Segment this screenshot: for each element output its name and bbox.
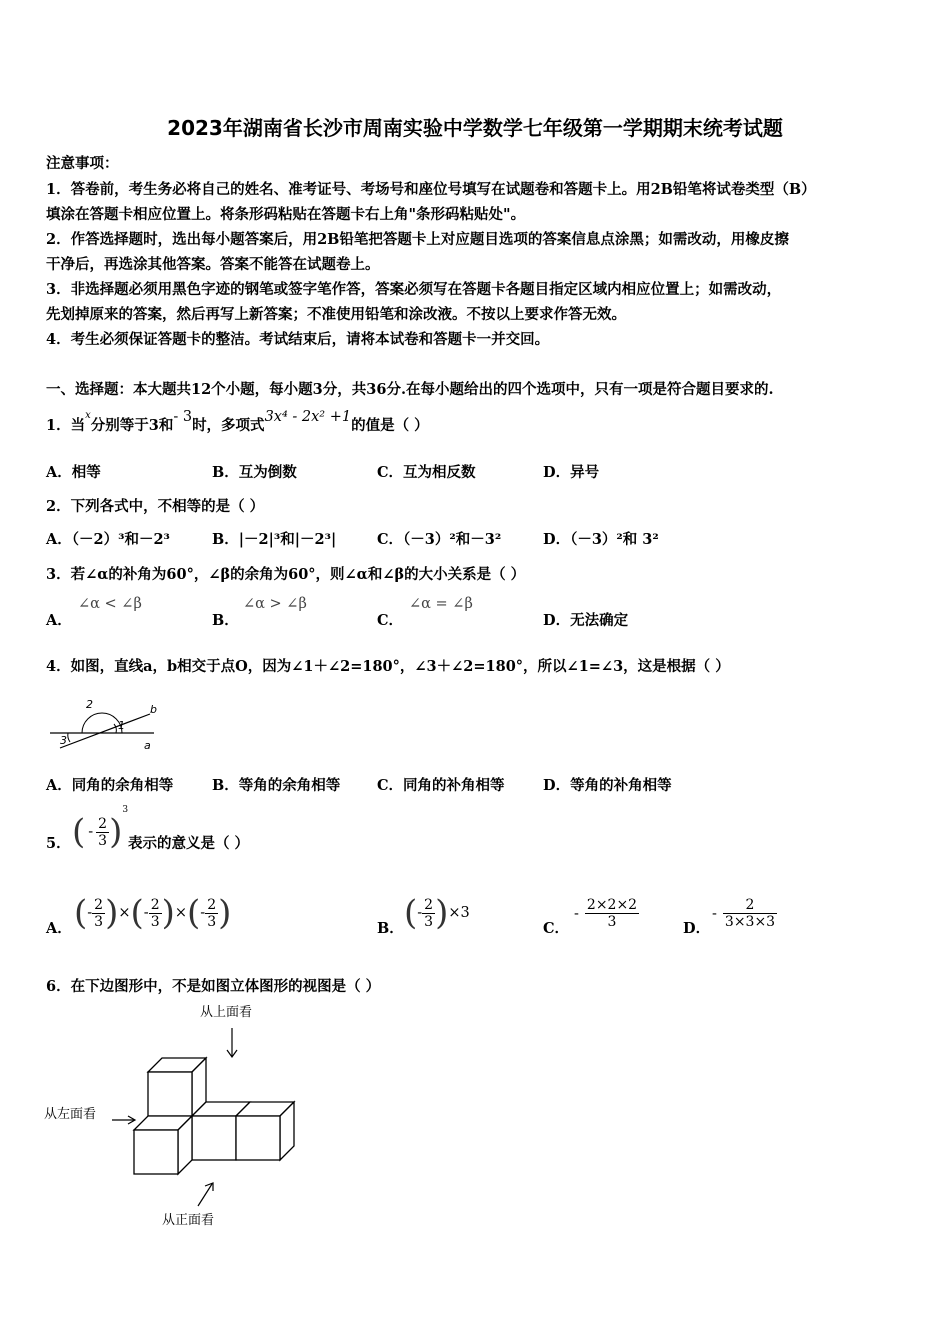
notice-line-5: 3．非选择题必须用黑色字迹的钢笔或签字笔作答，答案必须写在答题卡各题目指定区域内相应位置上；如需改动， (46, 281, 782, 298)
q5-option-a-math: (- $\frac{2}{3}$ )×(- $\frac{2}{3}$ )×(- $\frac{2}{3}$ ) (74, 893, 232, 933)
question-6: 6．在下边图形中，不是如图立体图形的视图是（ ） (46, 978, 381, 995)
q3-option-b-math: ∠α > ∠β (243, 596, 307, 612)
notice-line-3: 2．作答选择题时，选出每小题答案后，用2B铅笔把答题卡上对应题目选项的答案信息点涂黑；如需改动，用橡皮擦 (46, 231, 789, 248)
question-3: 3．若∠α的补角为60°，∠β的余角为60°，则∠α和∠β的大小关系是（ ） (46, 566, 526, 583)
q2-option-a: A．（－2）³和－2³ (46, 531, 170, 548)
q5-option-d-math: - $\frac{2}{3\times 3\times 3}$ (712, 897, 776, 930)
label-view-from-front: 从正面看 (162, 1213, 215, 1228)
fig-label-1: 1 (118, 719, 125, 732)
notice-line-7: 4．考生必须保证答题卡的整洁。考试结束后，请将本试卷和答题卡一并交回。 (46, 331, 550, 348)
question-1: 1．当$^x$分别等于3和- 3时，多项式3x⁴ - 2x² +1的值是（ ） (46, 409, 429, 434)
q3-option-b-label: B． (212, 612, 239, 629)
q5-option-a-label: A． (46, 920, 72, 937)
q5-option-b-label: B． (377, 920, 404, 937)
q5-number: 5． (46, 835, 71, 852)
arrow-front (198, 1184, 212, 1206)
cube-stack (134, 1058, 294, 1174)
q5-option-c-label: C． (543, 920, 570, 937)
q4-option-c: C．同角的补角相等 (377, 777, 505, 794)
q3-option-a-label: A． (46, 612, 72, 629)
q5-expression: ( - $\frac{2}{3}$ )$^3$ (72, 805, 129, 852)
q4-option-a: A．同角的余角相等 (46, 777, 174, 794)
question-2: 2．下列各式中，不相等的是（ ） (46, 498, 265, 515)
q6-solid-figure (40, 1000, 340, 1240)
q1-option-a: A．相等 (46, 464, 101, 481)
q1-option-d: D．异号 (543, 464, 600, 481)
q2-option-c: C．（－3）²和－3² (377, 531, 502, 548)
q1-option-c: C．互为相反数 (377, 464, 476, 481)
q5-option-c-math: - $\frac{2\times 2\times 2}{3}$ (574, 897, 638, 930)
q2-option-d: D．（－3）²和 3² (543, 531, 659, 548)
angle-1-arc (114, 724, 116, 733)
q5-option-b-math: (- $\frac{2}{3}$ )×3 (404, 893, 470, 933)
section-heading: 一、选择题：本大题共12个小题，每小题3分，共36分.在每小题给出的四个选项中，只有一项是符合题目要求的. (46, 381, 774, 398)
line-b (60, 714, 150, 748)
fig-label-b: b (150, 703, 157, 716)
q3-option-d: D．无法确定 (543, 612, 629, 629)
q5-option-d-label: D． (683, 920, 711, 937)
fig-label-2: 2 (86, 698, 93, 711)
q1-option-b: B．互为倒数 (212, 464, 297, 481)
q3-option-c-math: ∠α = ∠β (409, 596, 473, 612)
q2-option-b: B．|－2|³和|－2³| (212, 531, 337, 548)
notice-line-2: 填涂在答题卡相应位置上。将条形码粘贴在答题卡右上角"条形码粘贴处"。 (46, 206, 526, 223)
notice-line-4: 干净后，再选涂其他答案。答案不能答在试题卷上。 (46, 256, 380, 273)
angle-3-arc (68, 733, 70, 742)
q3-option-a-math: ∠α < ∠β (78, 596, 142, 612)
q4-option-d: D．等角的补角相等 (543, 777, 672, 794)
page-title: 2023年湖南省长沙市周南实验中学数学七年级第一学期期末统考试题 (167, 116, 783, 140)
q4-intersecting-lines-figure (46, 696, 166, 756)
notice-line-6: 先划掉原来的答案，然后再写上新答案；不准使用铅笔和涂改液。不按以上要求作答无效。 (46, 306, 626, 323)
notice-heading: 注意事项： (46, 155, 119, 172)
label-view-from-top: 从上面看 (200, 1005, 253, 1020)
q4-option-b: B．等角的余角相等 (212, 777, 341, 794)
notice-line-1: 1．答卷前，考生务必将自己的姓名、准考证号、考场号和座位号填写在试题卷和答题卡上。用2B铅笔将试卷类型（B） (46, 181, 816, 198)
fig-label-3: 3 (60, 734, 67, 747)
q5-stem-tail: 表示的意义是（ ） (128, 835, 250, 852)
q3-option-c-label: C． (377, 612, 404, 629)
label-view-from-left: 从左面看 (44, 1107, 97, 1122)
fig-label-a: a (144, 739, 151, 752)
question-4: 4．如图，直线a，b相交于点O，因为∠1＋∠2=180°，∠3＋∠2=180°，所以∠1=∠3，这是根据（ ） (46, 658, 730, 675)
